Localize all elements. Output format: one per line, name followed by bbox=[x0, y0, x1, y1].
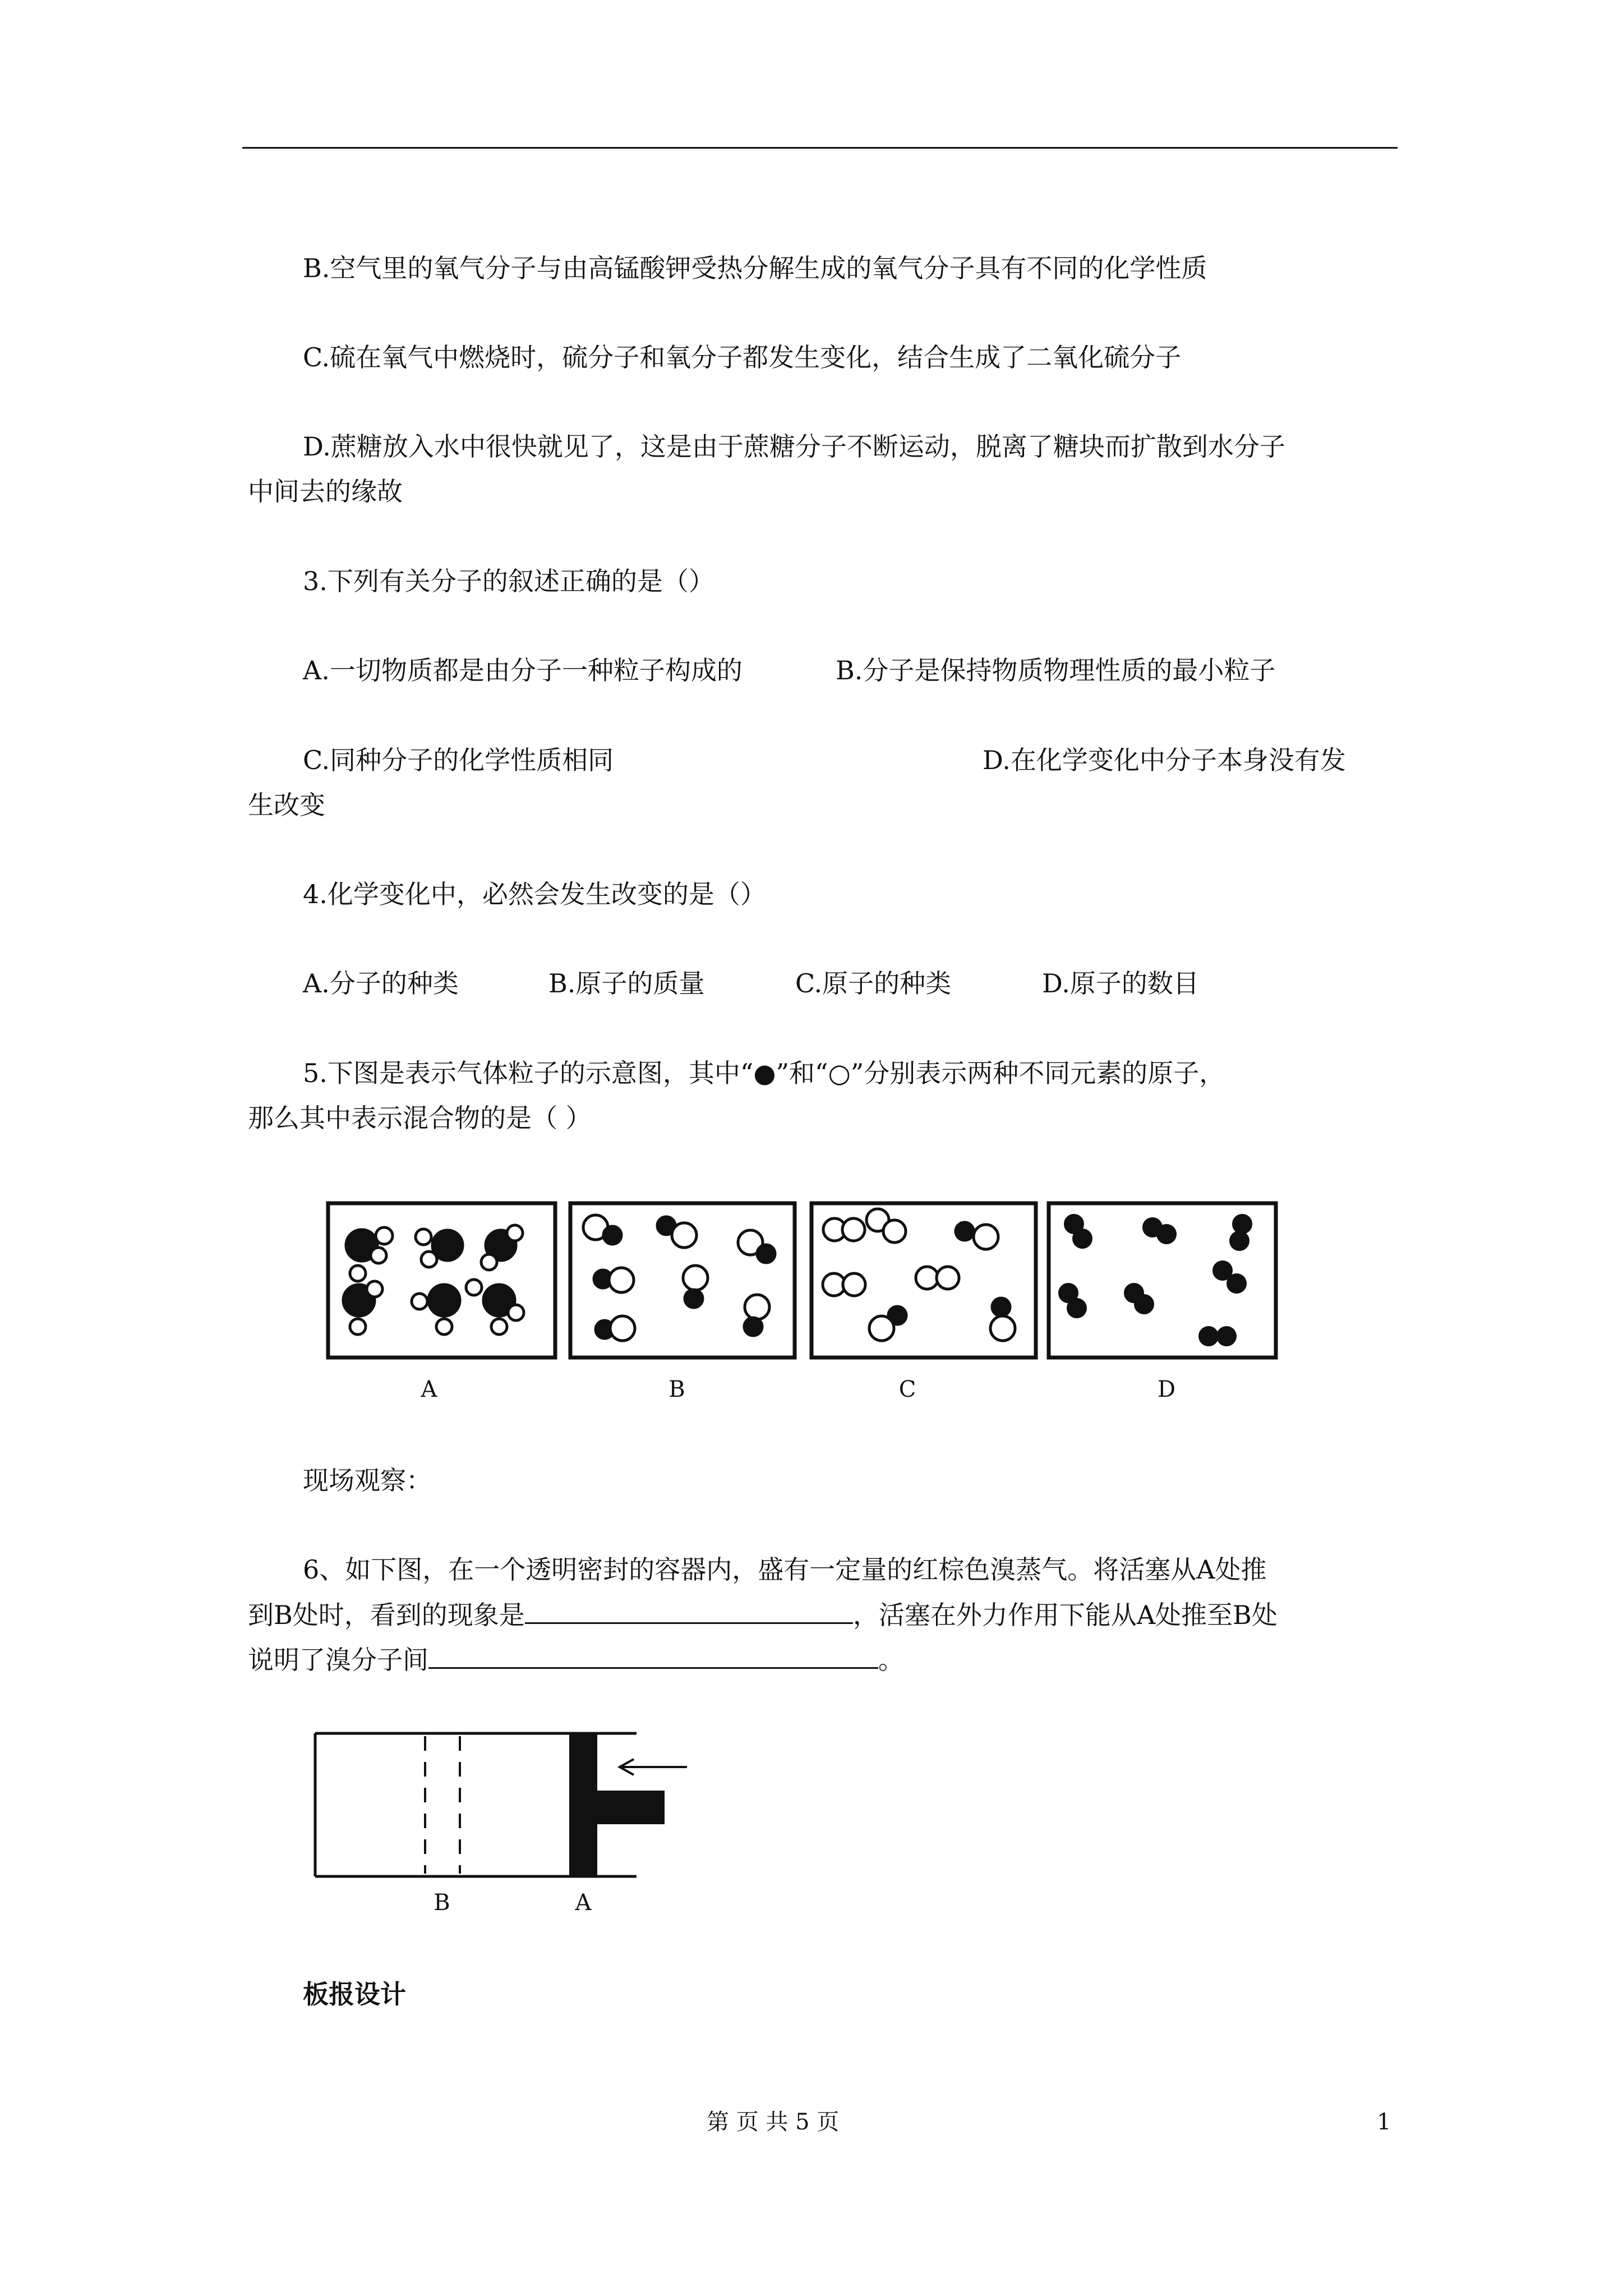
particle-diagram bbox=[314, 1189, 1290, 1414]
q6-line2-text-a: 到B处时，看到的现象是 bbox=[248, 1600, 525, 1630]
q3-option-a: A.一切物质都是由分子一种粒子构成的 bbox=[303, 655, 743, 685]
q2-option-b: B.空气里的氧气分子与由高锰酸钾受热分解生成的氧气分子具有不同的化学性质 bbox=[303, 253, 1207, 283]
q6-line3-text-b: 。 bbox=[878, 1645, 904, 1675]
footer-page-number: 1 bbox=[1377, 2109, 1391, 2135]
q5-stem-line2: 那么其中表示混合物的是（ ） bbox=[248, 1103, 592, 1133]
observation-heading: 现场观察： bbox=[303, 1465, 432, 1496]
q3-option-d-line2: 生改变 bbox=[248, 790, 325, 820]
box-d-particles bbox=[1059, 1215, 1251, 1345]
piston-rod bbox=[597, 1791, 665, 1824]
q4-option-c: C.原子的种类 bbox=[795, 968, 952, 999]
particle-label-c: C bbox=[898, 1377, 916, 1402]
box-b-particles bbox=[583, 1215, 775, 1341]
box-c-particles bbox=[823, 1209, 1015, 1341]
box-a-particles bbox=[343, 1225, 524, 1335]
q3-option-d-line1: D.在化学变化中分子本身没有发 bbox=[983, 745, 1346, 775]
q3-option-c: C.同种分子的化学性质相同 bbox=[303, 745, 614, 775]
q4-stem: 4.化学变化中，必然会发生改变的是（） bbox=[303, 879, 766, 909]
particle-label-b: B bbox=[668, 1377, 685, 1402]
piston-label-b: B bbox=[434, 1890, 450, 1916]
q5-stem-line1: 5.下图是表示气体粒子的示意图，其中“●”和“○”分别表示两种不同元素的原子， bbox=[303, 1058, 1225, 1088]
q6-line1: 6、如下图，在一个透明密封的容器内，盛有一定量的红棕色溴蒸气。将活塞从A处推 bbox=[303, 1554, 1267, 1585]
q4-option-d: D.原子的数目 bbox=[1042, 968, 1199, 999]
board-design-heading: 板报设计 bbox=[303, 1979, 406, 2009]
q2-option-d-line2: 中间去的缘故 bbox=[248, 476, 403, 507]
footer-page-text: 第 页 共 5 页 bbox=[707, 2109, 840, 2135]
header-rule bbox=[242, 147, 1398, 149]
q3-option-b: B.分子是保持物质物理性质的最小粒子 bbox=[836, 655, 1276, 685]
q2-option-c: C.硫在氧气中燃烧时，硫分子和氧分子都发生变化，结合生成了二氧化硫分子 bbox=[303, 342, 1182, 372]
q6-line3 bbox=[248, 1642, 904, 1677]
particle-label-d: D bbox=[1157, 1377, 1176, 1402]
piston-label-a: A bbox=[575, 1890, 592, 1916]
piston-diagram bbox=[303, 1717, 729, 1930]
q6-line2 bbox=[248, 1598, 1278, 1632]
q4-option-a: A.分子的种类 bbox=[303, 968, 459, 999]
piston-plate bbox=[569, 1733, 597, 1876]
q6-line2-text-b: ，活塞在外力作用下能从A处推至B处 bbox=[852, 1600, 1278, 1630]
particle-label-a: A bbox=[421, 1377, 437, 1402]
answer-blank-phenomenon[interactable] bbox=[525, 1598, 853, 1624]
q6-line3-text-a: 说明了溴分子间 bbox=[248, 1645, 428, 1675]
answer-blank-gap[interactable] bbox=[428, 1642, 878, 1669]
q3-stem: 3.下列有关分子的叙述正确的是（） bbox=[303, 566, 714, 596]
q2-option-d-line1: D.蔗糖放入水中很快就见了，这是由于蔗糖分子不断运动，脱离了糖块而扩散到水分子 bbox=[303, 431, 1285, 462]
q4-option-b: B.原子的质量 bbox=[548, 968, 705, 999]
